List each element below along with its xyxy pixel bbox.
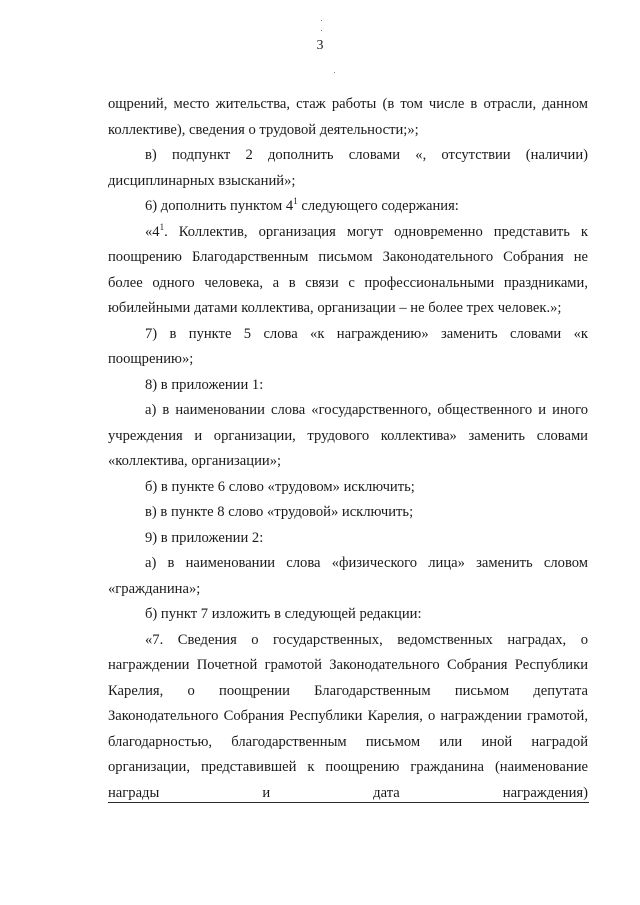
paragraph-item-7: 7) в пункте 5 слова «к награждению» заменить словами «к поощрению»; xyxy=(108,325,588,367)
paragraph-item-8-a: а) в наименовании слова «государственного, общественного и иного учреждения и организации, трудового коллектива» заменить словами «коллектива, организации»; xyxy=(108,402,588,469)
scan-speck xyxy=(334,72,335,73)
scan-speck xyxy=(321,20,322,21)
paragraph-subitem-v: в) подпункт 2 дополнить словами «, отсутствии (наличии) дисциплинарных взысканий»; xyxy=(108,147,588,189)
paragraph-item-6 xyxy=(108,194,588,220)
scan-speck xyxy=(321,30,322,31)
footnote-divider xyxy=(108,802,589,803)
paragraph-point-4-1-text-after: . Коллектив, организация могут одновременно представить к поощрению Благодарственным письмом Законодательного Собрания не более одного человека, а в связи с профессиональными праздниками, юбилейными датами коллектива, организации – не более трех человек.»; xyxy=(108,223,588,316)
paragraph-item-9-a: а) в наименовании слова «физического лица» заменить словом «гражданина»; xyxy=(108,555,588,597)
paragraph-item-9: 9) в приложении 2: xyxy=(145,529,264,546)
superscript: 1 xyxy=(293,196,298,206)
paragraph-item-6-text-after: следующего содержания: xyxy=(297,198,459,214)
paragraph-item-8: 8) в приложении 1: xyxy=(145,376,264,393)
paragraph-continuation: ощрений, место жительства, стаж работы (в том числе в отрасли, данном коллективе), сведения о трудовой деятельности;»; xyxy=(108,96,588,138)
document-body xyxy=(108,92,588,806)
paragraph-item-6-text-before: 6) дополнить пунктом 4 xyxy=(145,198,294,214)
paragraph-point-7: «7. Сведения о государственных, ведомственных наградах, о награждении Почетной грамотой Законодательного Собрания Республики Карелия, о поощрении Благодарственным письмом депутата Законодательного Собрания Республики Карелия, о награждении грамотой, благодарностью, благодарственным письмом или иной наградой организации, представившей к поощрению гражданина (наименование награды и дата награждения) xyxy=(108,631,588,801)
page-number: 3 xyxy=(316,38,324,53)
superscript: 1 xyxy=(159,221,165,232)
paragraph-item-8-b: б) в пункте 6 слово «трудовом» исключить; xyxy=(145,478,415,495)
paragraph-point-4-1-text-before: «4 xyxy=(145,223,160,240)
paragraph-item-8-v: в) в пункте 8 слово «трудовой» исключить; xyxy=(145,504,414,520)
paragraph-item-9-b: б) пункт 7 изложить в следующей редакции: xyxy=(145,606,422,622)
paragraph-point-4-1 xyxy=(108,220,588,322)
